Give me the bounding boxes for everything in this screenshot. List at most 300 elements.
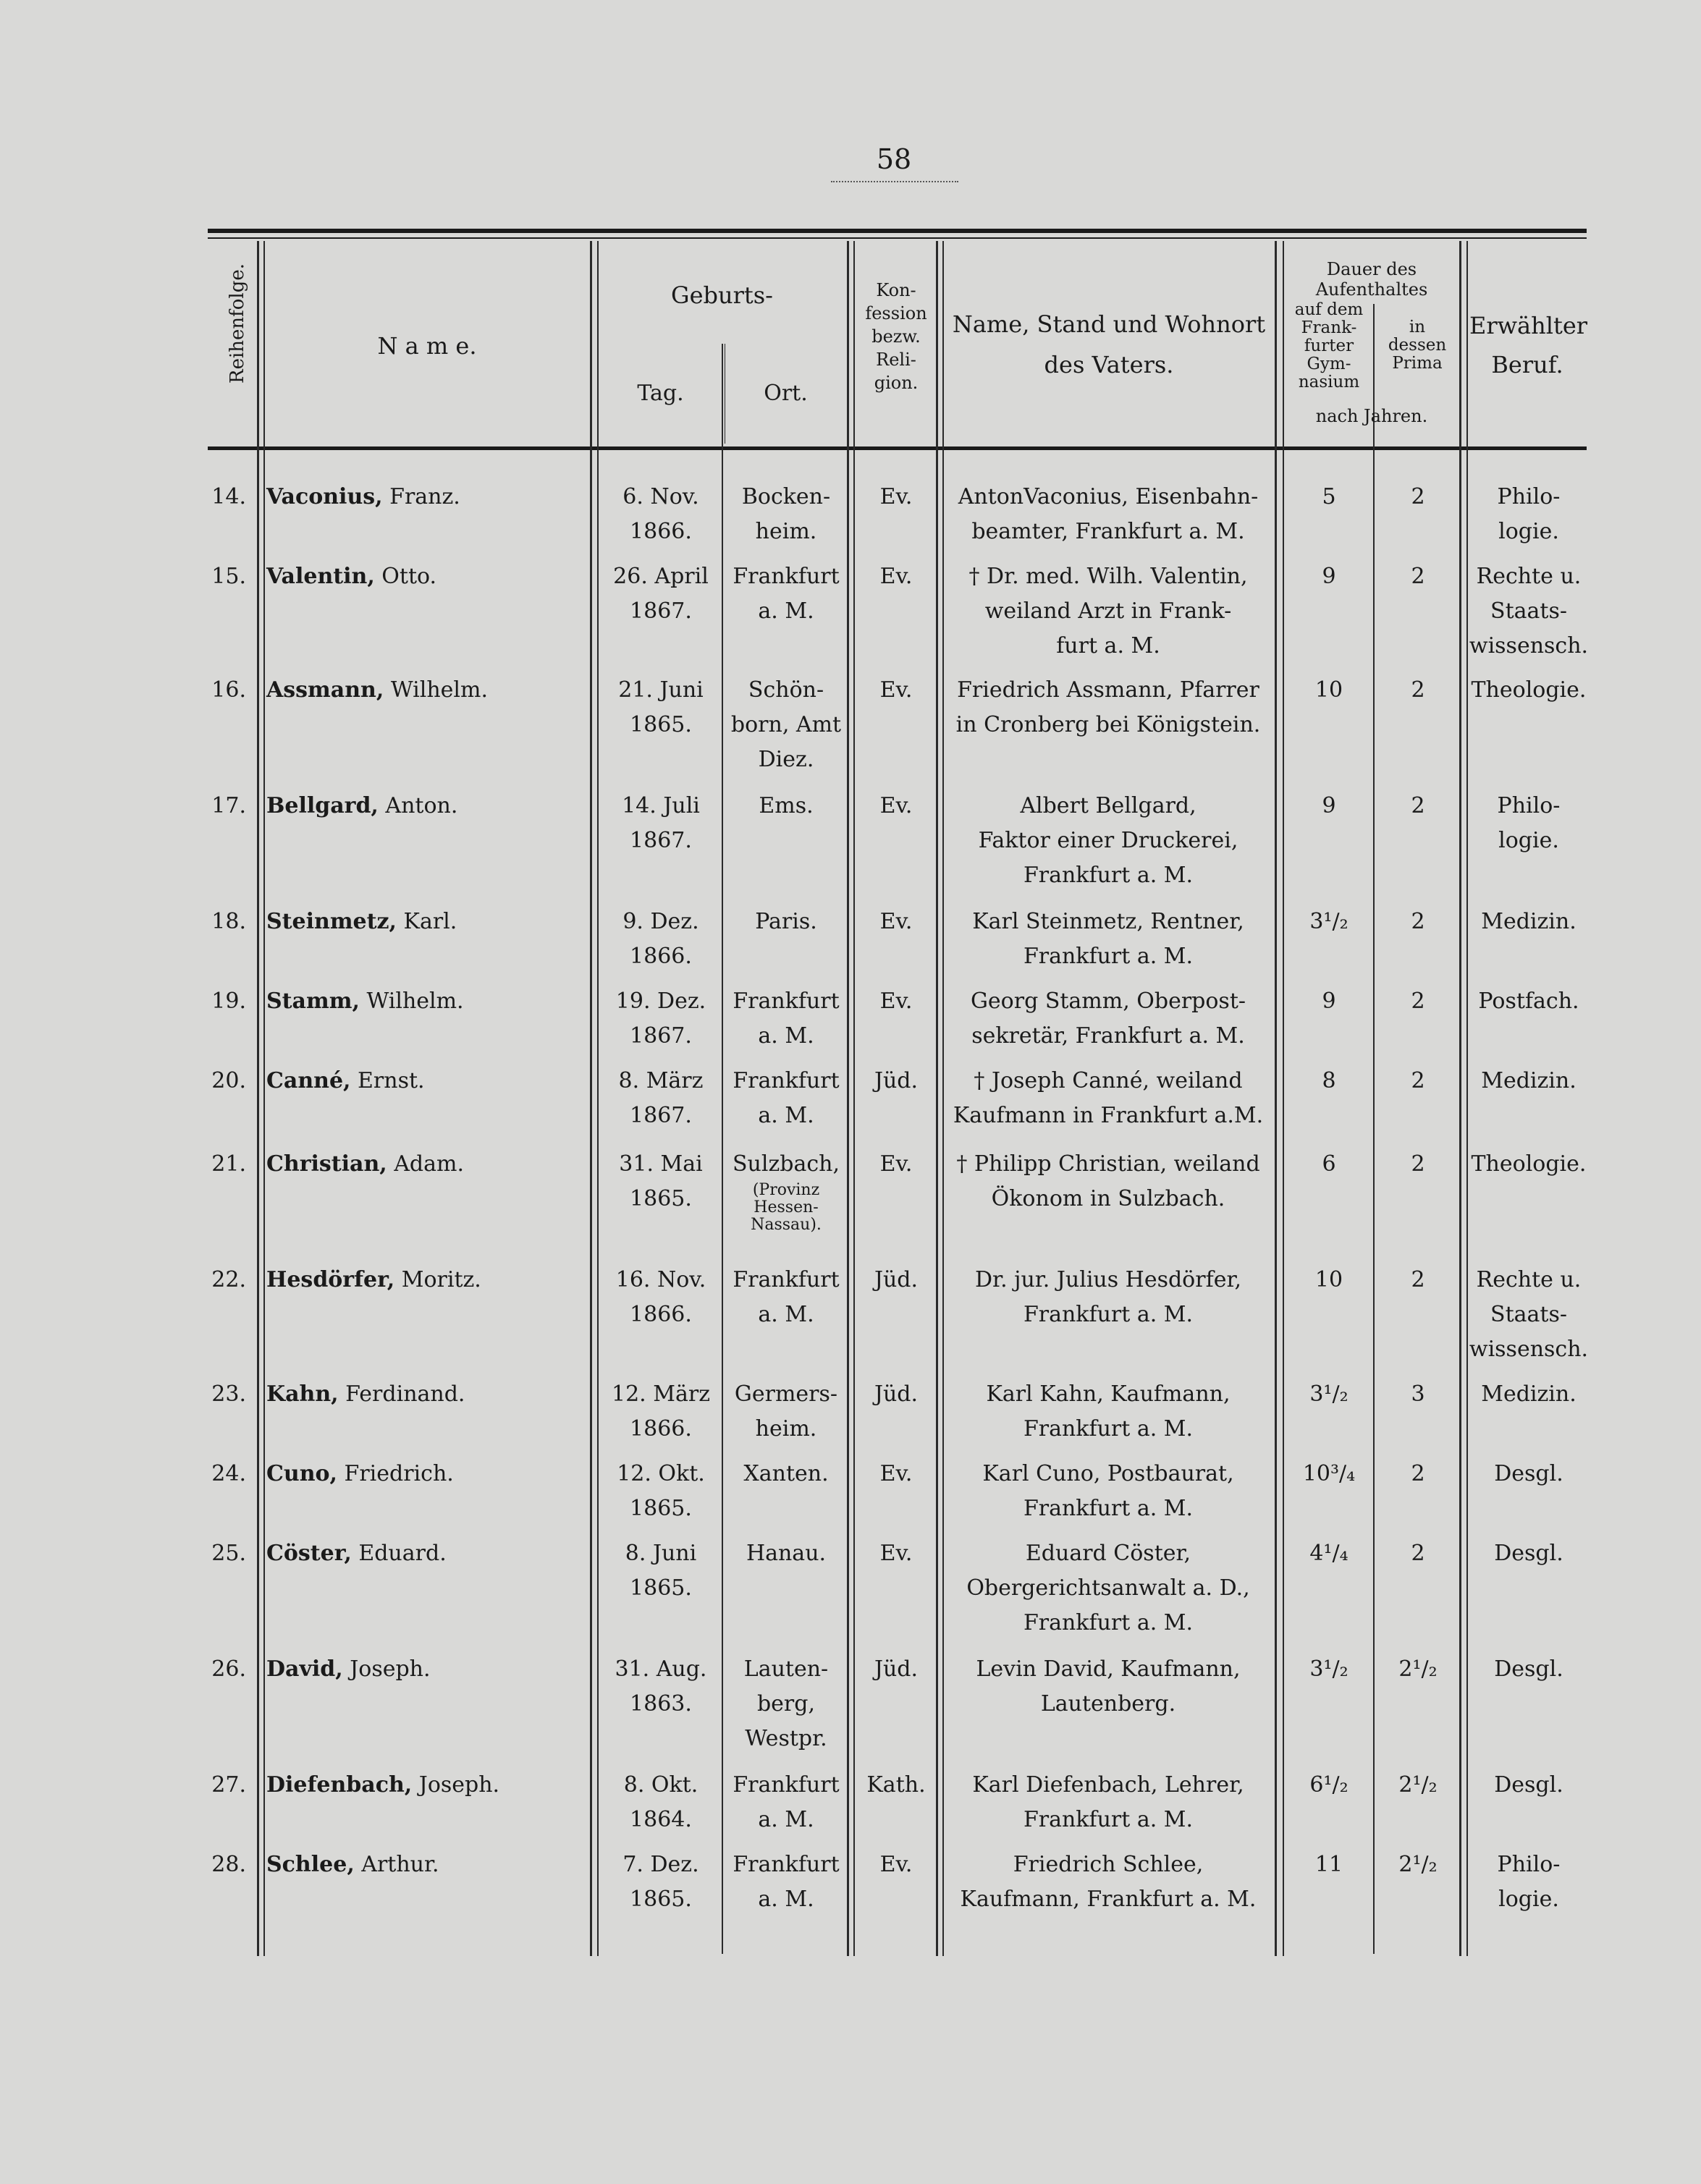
years-prima: 2	[1411, 1541, 1425, 1566]
header-dauer-foot: nach Jahren.	[1315, 406, 1428, 426]
student-surname: Hesdörfer,	[266, 1267, 395, 1292]
header-name: N a m e.	[377, 332, 477, 360]
birth-place	[724, 480, 848, 549]
column-divider	[590, 241, 592, 1956]
birth-place-line: a. M.	[758, 1023, 814, 1049]
father-info-line: Frankfurt a. M.	[1023, 944, 1194, 969]
birth-place-line: Sulzbach,	[732, 1151, 840, 1177]
chosen-profession-line: Medizin.	[1481, 909, 1577, 934]
konfession: Ev.	[879, 909, 913, 934]
row-number: 27.	[211, 1772, 246, 1798]
years-gymnasium: 6¹/₂	[1309, 1772, 1348, 1798]
years-gymnasium: 10	[1314, 677, 1343, 703]
birth-date-line: 1866.	[630, 1302, 692, 1327]
years-gymnasium: 9	[1322, 989, 1336, 1014]
birth-date	[599, 984, 722, 1054]
birth-date-line: 1864.	[630, 1807, 692, 1832]
years-prima: 2	[1411, 793, 1425, 818]
birth-place	[724, 559, 848, 629]
chosen-profession-line: Philo-	[1497, 1852, 1561, 1877]
row-number: 21.	[211, 1151, 246, 1177]
birth-date	[599, 673, 722, 742]
chosen-profession-line: Desgl.	[1494, 1656, 1563, 1682]
page-number-ornament	[831, 175, 958, 182]
years-gymnasium: 4¹/₄	[1309, 1541, 1348, 1566]
birth-place-line: born, Amt	[730, 712, 842, 737]
years-prima: 2	[1411, 1267, 1425, 1292]
page-number: 58	[876, 143, 912, 175]
father-info-line: AntonVaconius, Eisenbahn-	[958, 484, 1259, 509]
student-name	[266, 1377, 585, 1412]
father-info	[941, 1377, 1275, 1447]
birth-place-line: Frankfurt	[733, 1772, 840, 1798]
row-number: 17.	[211, 793, 246, 818]
father-info-line: weiland Arzt in Frank-	[984, 598, 1232, 624]
header-dauer	[1286, 259, 1458, 300]
header-konfession-line: bezw.	[871, 326, 921, 347]
konfession: Ev.	[879, 793, 913, 818]
father-info-line: Karl Kahn, Kaufmann,	[986, 1381, 1231, 1407]
birth-place	[724, 905, 848, 939]
student-given-name: Wilhelm.	[359, 989, 464, 1014]
chosen-profession-line: Desgl.	[1494, 1461, 1563, 1486]
student-surname: Kahn,	[266, 1381, 339, 1407]
header-tag: Tag.	[637, 381, 684, 406]
header-dauer-gym-line: auf dem	[1294, 300, 1364, 319]
birth-place-line: Schön-	[748, 677, 824, 703]
student-name	[266, 559, 585, 594]
birth-place	[724, 1652, 848, 1756]
birth-date-line: 1866.	[630, 1416, 692, 1442]
birth-place	[724, 1457, 848, 1491]
birth-date-line: 8. März	[618, 1068, 704, 1093]
birth-place-line: Bocken-	[741, 484, 831, 509]
father-info-line: in Cronberg bei Königstein.	[955, 712, 1261, 737]
chosen-profession-line: logie.	[1498, 828, 1559, 853]
years-gymnasium: 10	[1314, 1267, 1343, 1292]
father-info	[941, 789, 1275, 893]
konfession: Jüd.	[874, 1656, 919, 1682]
chosen-profession-line: Postfach.	[1478, 989, 1579, 1014]
father-info-line: Albert Bellgard,	[1020, 793, 1196, 818]
birth-place	[724, 789, 848, 824]
konfession: Ev.	[879, 564, 913, 589]
column-divider	[597, 241, 599, 1956]
chosen-profession-line: Staats-	[1490, 1302, 1567, 1327]
row-number: 24.	[211, 1461, 246, 1486]
years-prima: 2	[1411, 484, 1425, 509]
student-given-name: Otto.	[374, 564, 437, 589]
birth-place	[724, 1377, 848, 1447]
header-dauer-prima-line: dessen	[1388, 336, 1447, 355]
student-name	[266, 984, 585, 1019]
chosen-profession-line: Philo-	[1497, 793, 1561, 818]
father-info-line: † Philipp Christian, weiland	[956, 1151, 1260, 1177]
years-gymnasium: 3¹/₂	[1309, 909, 1348, 934]
chosen-profession	[1464, 480, 1594, 549]
table-header-rule	[208, 446, 1587, 450]
years-gymnasium: 9	[1322, 793, 1336, 818]
chosen-profession	[1464, 1457, 1594, 1491]
row-number: 23.	[211, 1381, 246, 1407]
father-info-line: † Dr. med. Wilh. Valentin,	[968, 564, 1248, 589]
row-number: 28.	[211, 1852, 246, 1877]
konfession: Ev.	[879, 1151, 913, 1177]
row-number: 25.	[211, 1541, 246, 1566]
birth-date-line: 16. Nov.	[615, 1267, 706, 1292]
header-beruf-line: Erwählter	[1469, 312, 1588, 339]
konfession: Kath.	[866, 1772, 926, 1798]
student-given-name: Joseph.	[412, 1772, 500, 1798]
header-ort: Ort.	[764, 381, 808, 406]
student-given-name: Ferdinand.	[338, 1381, 465, 1407]
birth-date	[599, 1263, 722, 1332]
birth-date-line: 19. Dez.	[615, 989, 706, 1014]
years-gymnasium: 9	[1322, 564, 1336, 589]
header-dauer-prima-line: Prima	[1392, 354, 1443, 373]
birth-date-line: 1867.	[630, 828, 692, 853]
konfession: Ev.	[879, 484, 913, 509]
konfession: Ev.	[879, 1852, 913, 1877]
father-info-line: Kaufmann, Frankfurt a. M.	[960, 1887, 1257, 1912]
chosen-profession-line: Rechte u.	[1476, 564, 1582, 589]
student-name	[266, 905, 585, 939]
student-surname: Bellgard,	[266, 793, 379, 818]
years-prima: 2	[1411, 677, 1425, 703]
column-divider	[853, 241, 855, 1956]
header-konfession-line: Kon-	[876, 280, 916, 300]
birth-date-line: 1865.	[630, 1575, 692, 1601]
row-number: 18.	[211, 909, 246, 934]
header-vater-line: des Vaters.	[1044, 351, 1174, 378]
konfession: Ev.	[879, 1541, 913, 1566]
birth-date	[599, 1147, 722, 1216]
father-info	[941, 1768, 1275, 1837]
student-name	[266, 480, 585, 515]
years-gymnasium: 3¹/₂	[1309, 1381, 1348, 1407]
chosen-profession-line: Desgl.	[1494, 1772, 1563, 1798]
student-surname: Assmann,	[266, 677, 384, 703]
konfession: Ev.	[879, 989, 913, 1014]
konfession: Jüd.	[874, 1068, 919, 1093]
birth-date-line: 31. Aug.	[615, 1656, 707, 1682]
student-surname: Schlee,	[266, 1852, 355, 1877]
years-prima: 2	[1411, 1151, 1425, 1177]
birth-place	[724, 1847, 848, 1917]
row-number: 16.	[211, 677, 246, 703]
chosen-profession	[1464, 1536, 1594, 1571]
table-top-rule-thin	[208, 237, 1587, 239]
birth-place-line: heim.	[755, 519, 817, 544]
chosen-profession-line: logie.	[1498, 519, 1559, 544]
birth-place-line: a. M.	[758, 598, 814, 624]
konfession: Ev.	[879, 677, 913, 703]
header-konfession-line: Reli-	[876, 350, 916, 370]
student-surname: David,	[266, 1656, 343, 1682]
father-info-line: Frankfurt a. M.	[1023, 1302, 1194, 1327]
birth-place-line: a. M.	[758, 1103, 814, 1128]
birth-date-line: 9. Dez.	[622, 909, 699, 934]
row-number: 15.	[211, 564, 246, 589]
birth-place-line: Xanten.	[743, 1461, 829, 1486]
father-info-line: Frankfurt a. M.	[1023, 863, 1194, 888]
birth-date-line: 1865.	[630, 1186, 692, 1211]
father-info-line: Frankfurt a. M.	[1023, 1416, 1194, 1442]
years-prima: 2¹/₂	[1398, 1656, 1438, 1682]
birth-place	[724, 1064, 848, 1133]
student-given-name: Friedrich.	[337, 1461, 454, 1486]
chosen-profession	[1464, 1847, 1594, 1917]
birth-date-line: 1867.	[630, 1103, 692, 1128]
father-info-line: Frankfurt a. M.	[1023, 1496, 1194, 1521]
birth-place-line: Frankfurt	[733, 1068, 840, 1093]
years-prima: 2	[1411, 1068, 1425, 1093]
chosen-profession-line: logie.	[1498, 1887, 1559, 1912]
birth-date-line: 1866.	[630, 944, 692, 969]
birth-place-line: Frankfurt	[733, 1267, 840, 1292]
student-surname: Cöster,	[266, 1541, 352, 1566]
birth-place-line: Lauten-	[743, 1656, 829, 1682]
father-info	[941, 673, 1275, 742]
konfession: Jüd.	[874, 1267, 919, 1292]
chosen-profession-line: wissensch.	[1469, 1337, 1589, 1362]
chosen-profession	[1464, 559, 1594, 664]
chosen-profession-line: Philo-	[1497, 484, 1561, 509]
birth-place	[724, 1768, 848, 1837]
student-name	[266, 1536, 585, 1571]
birth-place	[724, 1536, 848, 1571]
header-reihenfolge: Reihenfolge.	[227, 263, 248, 384]
father-info-line: Karl Diefenbach, Lehrer,	[972, 1772, 1244, 1798]
student-surname: Steinmetz,	[266, 909, 397, 934]
birth-date-line: 8. Juni	[625, 1541, 697, 1566]
birth-place-line: a. M.	[758, 1807, 814, 1832]
row-number: 26.	[211, 1656, 246, 1682]
birth-date-line: 7. Dez.	[622, 1852, 699, 1877]
row-number: 14.	[211, 484, 246, 509]
column-divider	[1373, 304, 1375, 1954]
chosen-profession	[1464, 1768, 1594, 1803]
student-surname: Vaconius,	[266, 484, 383, 509]
table-top-rule	[208, 229, 1587, 233]
father-info-line: Ökonom in Sulzbach.	[991, 1186, 1225, 1211]
student-given-name: Eduard.	[351, 1541, 447, 1566]
chosen-profession	[1464, 905, 1594, 939]
father-info	[941, 905, 1275, 974]
years-prima: 3	[1411, 1381, 1425, 1407]
chosen-profession	[1464, 1263, 1594, 1367]
father-info-line: Karl Steinmetz, Rentner,	[972, 909, 1244, 934]
student-given-name: Ernst.	[350, 1068, 425, 1093]
header-dauer-line: Aufenthaltes	[1315, 279, 1428, 300]
father-info	[941, 1147, 1275, 1216]
row-number: 22.	[211, 1267, 246, 1292]
student-surname: Christian,	[266, 1151, 387, 1177]
student-given-name: Arthur.	[354, 1852, 439, 1877]
father-info	[941, 559, 1275, 664]
student-name	[266, 1263, 585, 1298]
years-prima: 2	[1411, 1461, 1425, 1486]
header-beruf	[1469, 306, 1588, 384]
header-dauer-gym-line: Gym-	[1307, 355, 1351, 373]
chosen-profession	[1464, 984, 1594, 1019]
chosen-profession-line: Theologie.	[1471, 677, 1587, 703]
student-surname: Cuno,	[266, 1461, 337, 1486]
birth-date-line: 1863.	[630, 1691, 692, 1717]
birth-date-line: 8. Okt.	[623, 1772, 698, 1798]
birth-date	[599, 1847, 722, 1917]
birth-place-line: a. M.	[758, 1302, 814, 1327]
student-given-name: Anton.	[378, 793, 458, 818]
header-dauer-gym	[1286, 301, 1372, 391]
years-prima: 2	[1411, 909, 1425, 934]
student-name	[266, 1064, 585, 1099]
student-given-name: Moritz.	[394, 1267, 481, 1292]
birth-place-line: berg,	[756, 1691, 816, 1717]
student-name	[266, 1847, 585, 1882]
birth-date	[599, 559, 722, 629]
header-dauer-line: Dauer des	[1326, 259, 1417, 279]
father-info-line: Eduard Cöster,	[1025, 1541, 1191, 1566]
birth-place-line: Westpr.	[745, 1726, 827, 1751]
chosen-profession	[1464, 673, 1594, 708]
birth-date-line: 1865.	[630, 1496, 692, 1521]
birth-place-line: Ems.	[759, 793, 814, 818]
chosen-profession-line: Medizin.	[1481, 1068, 1577, 1093]
birth-place-detail: (Provinz	[752, 1181, 820, 1199]
birth-date-line: 6. Nov.	[622, 484, 699, 509]
birth-date	[599, 905, 722, 974]
birth-place-line: a. M.	[758, 1887, 814, 1912]
years-prima: 2¹/₂	[1398, 1772, 1438, 1798]
header-vater	[945, 304, 1272, 385]
konfession: Ev.	[879, 1461, 913, 1486]
chosen-profession	[1464, 789, 1594, 858]
birth-place-line: Hanau.	[746, 1541, 827, 1566]
chosen-profession-line: Rechte u.	[1476, 1267, 1582, 1292]
birth-date	[599, 480, 722, 549]
birth-place-line: heim.	[755, 1416, 817, 1442]
header-dauer-gym-line: nasium	[1298, 373, 1360, 391]
years-gymnasium: 3¹/₂	[1309, 1656, 1348, 1682]
birth-date-line: 26. April	[613, 564, 709, 589]
birth-date	[599, 1064, 722, 1133]
chosen-profession-line: Desgl.	[1494, 1541, 1563, 1566]
student-surname: Stamm,	[266, 989, 360, 1014]
header-geburts: Geburts-	[671, 282, 773, 309]
father-info-line: furt a. M.	[1056, 633, 1160, 659]
birth-date-line: 1867.	[630, 598, 692, 624]
birth-date	[599, 1652, 722, 1722]
konfession: Jüd.	[874, 1381, 919, 1407]
student-name	[266, 1147, 585, 1182]
father-info	[941, 984, 1275, 1054]
father-info	[941, 1847, 1275, 1917]
student-name	[266, 1652, 585, 1687]
birth-date-line: 21. Juni	[618, 677, 704, 703]
chosen-profession	[1464, 1652, 1594, 1687]
father-info-line: Faktor einer Druckerei,	[978, 828, 1238, 853]
father-info-line: beamter, Frankfurt a. M.	[971, 519, 1245, 544]
student-given-name: Adam.	[387, 1151, 465, 1177]
birth-place	[724, 984, 848, 1054]
father-info-line: † Joseph Canné, weiland	[974, 1068, 1243, 1093]
chosen-profession	[1464, 1377, 1594, 1412]
student-given-name: Joseph.	[342, 1656, 431, 1682]
chosen-profession-line: Medizin.	[1481, 1381, 1577, 1407]
birth-date-line: 1866.	[630, 519, 692, 544]
chosen-profession-line: wissensch.	[1469, 633, 1589, 659]
father-info	[941, 1263, 1275, 1332]
column-divider	[257, 241, 259, 1956]
birth-date-line: 12. Okt.	[617, 1461, 705, 1486]
birth-date	[599, 1377, 722, 1447]
birth-place	[724, 673, 848, 777]
student-name	[266, 1457, 585, 1491]
column-divider	[263, 241, 265, 1956]
student-name	[266, 789, 585, 824]
birth-date	[599, 1536, 722, 1606]
birth-date-line: 31. Mai	[619, 1151, 703, 1177]
father-info-line: Friedrich Assmann, Pfarrer	[957, 677, 1259, 703]
father-info-line: sekretär, Frankfurt a. M.	[971, 1023, 1245, 1049]
birth-date-line: 1867.	[630, 1023, 692, 1049]
birth-date-line: 12. März	[612, 1381, 710, 1407]
student-surname: Canné,	[266, 1068, 351, 1093]
header-dauer-prima-line: in	[1409, 318, 1426, 337]
header-dauer-gym-line: Frank-	[1301, 318, 1357, 337]
header-vater-line: Name, Stand und Wohnort	[952, 310, 1266, 338]
student-given-name: Franz.	[382, 484, 460, 509]
years-gymnasium: 8	[1322, 1068, 1336, 1093]
father-info-line: Frankfurt a. M.	[1023, 1807, 1194, 1832]
father-info-line: Karl Cuno, Postbaurat,	[982, 1461, 1234, 1486]
birth-date-line: 1865.	[630, 712, 692, 737]
birth-place-line: Frankfurt	[733, 1852, 840, 1877]
father-info-line: Georg Stamm, Oberpost-	[970, 989, 1246, 1014]
father-info-line: Dr. jur. Julius Hesdörfer,	[974, 1267, 1242, 1292]
years-gymnasium: 10³/₄	[1302, 1461, 1356, 1486]
years-prima: 2¹/₂	[1398, 1852, 1438, 1877]
birth-place-detail: Nassau).	[751, 1216, 822, 1234]
father-info	[941, 1064, 1275, 1133]
birth-date	[599, 1768, 722, 1837]
years-prima: 2	[1411, 564, 1425, 589]
birth-place-line: Paris.	[755, 909, 817, 934]
father-info	[941, 1536, 1275, 1641]
header-beruf-line: Beruf.	[1491, 351, 1563, 378]
birth-date-line: 14. Juli	[622, 793, 700, 818]
birth-place-line: Diez.	[758, 747, 814, 772]
father-info-line: Friedrich Schlee,	[1013, 1852, 1204, 1877]
birth-place	[724, 1263, 848, 1332]
student-given-name: Karl.	[397, 909, 457, 934]
chosen-profession	[1464, 1147, 1594, 1182]
father-info	[941, 1652, 1275, 1722]
header-konfession-line: gion.	[874, 373, 919, 393]
father-info-line: Levin David, Kaufmann,	[976, 1656, 1241, 1682]
row-number: 19.	[211, 989, 246, 1014]
student-surname: Diefenbach,	[266, 1772, 413, 1798]
header-konfession	[856, 279, 936, 394]
birth-date	[599, 789, 722, 858]
birth-place	[724, 1147, 848, 1234]
years-gymnasium: 5	[1322, 484, 1336, 509]
birth-date-line: 1865.	[630, 1887, 692, 1912]
header-konfession-line: fession	[865, 303, 927, 323]
father-info-line: Obergerichtsanwalt a. D.,	[966, 1575, 1250, 1601]
father-info	[941, 480, 1275, 549]
